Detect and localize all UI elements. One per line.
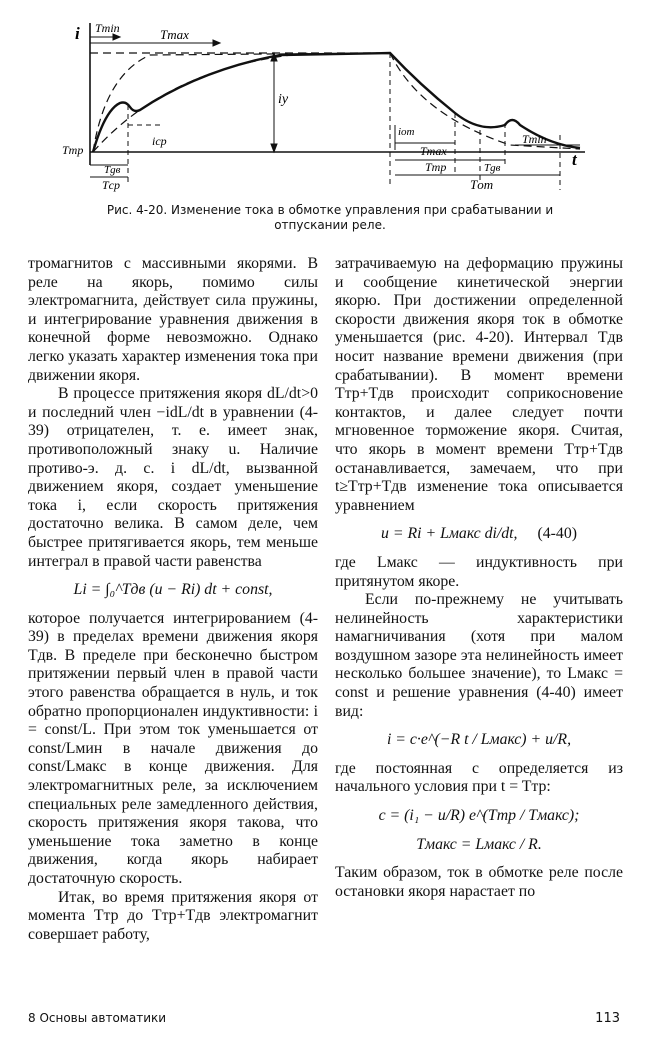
- paragraph: где постоянная c определяется из начального условия при t = Tтр:: [335, 759, 623, 796]
- signature-mark: 8 Основы автоматики: [28, 1011, 167, 1025]
- label-tot: Tот: [470, 177, 494, 192]
- label-tgv-left: Tgв: [104, 164, 121, 176]
- paragraph: Если по-прежнему не учитывать нелинейность характеристики намагничивания (хотя при малом воздушном зазоре эта нелинейность имеет несколько большее значение), то Lмакс = const и решение уравнения (4-40) имеет вид:: [335, 591, 623, 720]
- label-tgv-right: Tgв: [484, 162, 501, 174]
- figure-4-20: [60, 15, 600, 203]
- equation-integral: Li = ∫₀^Tдв (u − Ri) dt + const,: [73, 581, 273, 599]
- label-ttp-right: Tтр: [425, 160, 447, 174]
- equation-4-40: [335, 525, 623, 544]
- tmin-dashed-curve: [93, 53, 390, 152]
- iy-arrow: [271, 53, 277, 152]
- paragraph: Итак, во время притяжения якоря от момента Tтр до Tтр+Tдв электромагнит совершает работу,: [28, 888, 318, 943]
- axis-label-t: t: [572, 150, 577, 169]
- caption-line-2: отпускании реле.: [274, 218, 386, 232]
- label-tmax-right: Tmax: [420, 144, 447, 158]
- axis-label-i: i: [75, 24, 80, 43]
- equation-number: (4-40): [537, 525, 577, 543]
- label-icp: icp: [152, 134, 167, 148]
- paragraph: где Lмакс — индуктивность при притянутом якоре.: [335, 553, 623, 590]
- equation-tmax: Tмакс = Lмакс / R.: [416, 835, 542, 853]
- top-time-arrows: [90, 34, 220, 46]
- page-footer: [28, 1011, 620, 1026]
- page-number: 113: [595, 1011, 620, 1026]
- paragraph: Таким образом, ток в обмотке реле после остановки якоря нарастает по: [335, 864, 623, 900]
- label-tmin-top: Tmin: [95, 21, 120, 35]
- fall-dashed-curve: [390, 53, 580, 149]
- label-tmin-right: Tmin: [522, 132, 547, 146]
- label-tcp: Tср: [102, 178, 120, 192]
- right-column: [335, 255, 623, 901]
- label-iy: iy: [278, 92, 289, 107]
- equation-4-40-body: u = Ri + Lмакс di/dt,: [381, 525, 518, 543]
- left-column: [28, 255, 318, 944]
- paragraph: затрачиваемую на деформацию пружины и сообщение кинетической энергии якорю. При достижении определенной скорости движения якоря ток в обмотке уменьшается (рис. 4-20). Интервал Tдв носит название времени движения (при срабатывании). В момент времени Tтр+Tдв происходит соприкосновение контактов, и далее следует почти мгновенное торможение якоря. Считая, что якорь в момент времени Tтр+Tдв останавливается, замечаем, что при t≥Tтр+Tдв изменение тока описывается уравнением: [335, 255, 623, 514]
- equation-constant: c = (i₁ − u/R) e^(Tтр / Tмакс);: [378, 807, 580, 825]
- paragraph: тромагнитов с массивными якорями. В реле на якорь, помимо силы электромагнита, действует сила пружины, и интегрирование уравнения движения в конечной форме невозможно. Однако легко указать характер изменения тока при движении якоря.: [28, 255, 318, 384]
- paragraph: В процессе притяжения якоря dL/dt>0 и последний член −idL/dt в уравнении (4-39) отрицателен, т. е. имеет знак, противоположный знаку u. Наличие противо-э. д. с. i dL/dt, вызванной движением якоря, создает уменьшение тока i, если скорость притяжения достаточно велика. В самом деле, чем быстрее притягивается якорь, тем меньше интеграл в правой части равенства: [28, 385, 318, 570]
- figure-caption: [60, 203, 600, 233]
- label-iot: iот: [398, 126, 415, 138]
- label-ttp: Tтр: [62, 143, 84, 157]
- caption-line-1: Рис. 4-20. Изменение тока в обмотке управления при срабатывании и: [106, 203, 554, 217]
- equation-solution: i = c·e^(−R t / Lмакс) + u/R,: [386, 731, 572, 749]
- paragraph: которое получается интегрированием (4-39) в пределах времени движения якоря Tдв. В пределе при бесконечно быстром притяжении первый член в правой части этого равенства обращается в нуль, и ток обратно пропорционален индуктивности: i = const/L. При этом ток уменьшается от const/Lмин в начале движения до const/Lмакс в конце движения. Для электромагнитных реле, за исключением специальных реле замедленного действия, скорость притяжения якоря такова, что уменьшение тока заметно в конце движения, когда якорь набирает достаточную скорость.: [28, 609, 318, 887]
- label-tmax-top: Tmax: [160, 27, 189, 42]
